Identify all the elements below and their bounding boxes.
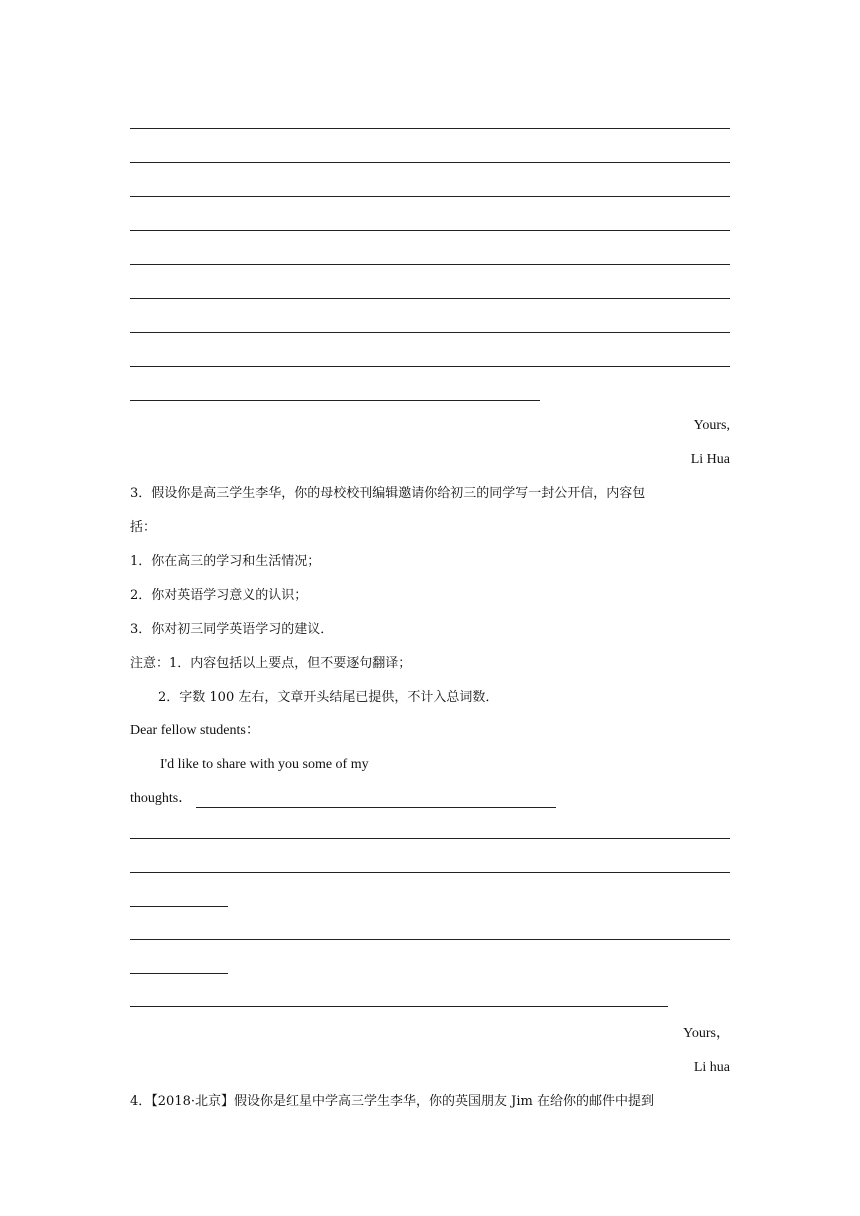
answer-line[interactable] — [130, 838, 730, 839]
question3-closing: Yours， — [683, 1026, 730, 1041]
question3-prompt-cont: 括： — [130, 520, 157, 535]
answer-line[interactable] — [130, 298, 730, 299]
answer-line-short[interactable] — [130, 906, 228, 907]
question3-note-2: 2．字数 100 左右，文章开头结尾已提供，不计入总词数． — [158, 690, 499, 705]
question4-prompt: 4．【2018·北京】假设你是红星中学高三学生李华，你的英国朋友 Jim 在给你的邮件中提到 — [130, 1094, 654, 1109]
question3-signature: Li hua — [693, 1060, 730, 1075]
answer-line[interactable] — [130, 196, 730, 197]
question3-point-1: 1．你在高三的学习和生活情况； — [130, 554, 321, 569]
question3-point-3: 3．你对初三同学英语学习的建议． — [130, 622, 334, 637]
answer-line[interactable] — [130, 162, 730, 163]
answer-line[interactable] — [130, 264, 730, 265]
answer-line[interactable] — [130, 128, 730, 129]
question3-opening: I'd like to share with you some of my — [160, 757, 369, 772]
question3-point-2: 2．你对英语学习意义的认识； — [130, 588, 308, 603]
answer-line[interactable] — [130, 230, 730, 231]
answer-line[interactable] — [130, 366, 730, 367]
answer-line-short[interactable] — [130, 973, 228, 974]
question3-thoughts: thoughts． — [130, 791, 193, 806]
answer-line-medium[interactable] — [130, 1006, 668, 1007]
answer-line[interactable] — [130, 332, 730, 333]
answer-line[interactable] — [130, 872, 730, 873]
question3-note-1: 注意：1．内容包括以上要点，但不要逐句翻译； — [130, 656, 412, 671]
answer-line[interactable] — [130, 939, 730, 940]
letter1-signature: Li Hua — [690, 452, 730, 467]
letter1-closing: Yours, — [693, 418, 730, 433]
answer-line-inline[interactable] — [196, 793, 556, 808]
question3-salutation: Dear fellow students： — [130, 723, 260, 738]
question3-prompt: 3．假设你是高三学生李华，你的母校校刊编辑邀请你给初三的同学写一封公开信，内容包 — [130, 486, 646, 501]
question3-opening-cont — [130, 790, 556, 808]
answer-line-short[interactable] — [130, 400, 540, 401]
